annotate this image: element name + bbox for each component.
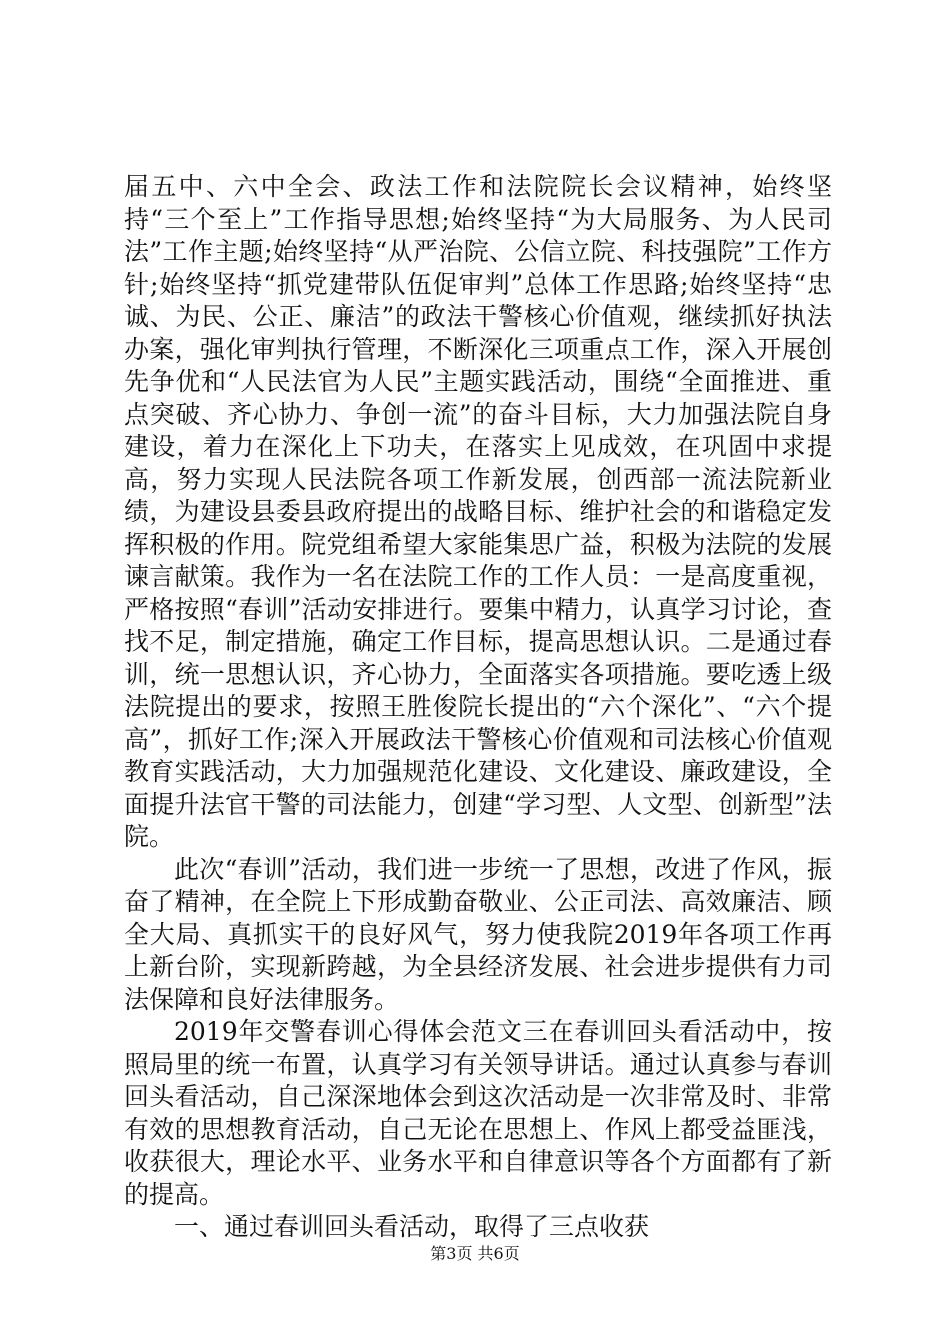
page-number-footer: 第3页 共6页 — [430, 1244, 520, 1263]
paragraph-1: 届五中、六中全会、政法工作和法院院长会议精神，始终坚持“三个至上”工作指导思想;始终坚持“为大局服务、为人民司法”工作主题;始终坚持“从严治院、公信立院、科技强院”工作方针;始终坚持“抓党建带队伍促审判”总体工作思路;始终坚持“忠诚、为民、公正、廉洁”的政法干警核心价值观，继续抓好执法办案，强化审判执行管理，不断深化三项重点工作，深入开展创先争优和“人民法官为人民”主题实践活动，围绕“全面推进、重点突破、齐心协力、争创一流”的奋斗目标，大力加强法院自身建设，着力在深化上下功夫，在落实上见成效，在巩固中求提高，努力实现人民法院各项工作新发展，创西部一流法院新业绩，为建设县委县政府提出的战略目标、维护社会的和谐稳定发挥积极的作用。院党组希望大家能集思广益，积极为法院的发展谏言献策。我作为一名在法院工作的工作人员：一是高度重视，严格按照“春训”活动安排进行。要集中精力，认真学习讨论，查找不足，制定措施，确定工作目标，提高思想认识。二是通过春训，统一思想认识，齐心协力，全面落实各项措施。要吃透上级法院提出的要求，按照王胜俊院长提出的“六个深化”、“六个提高”，抓好工作;深入开展政法干警核心价值观和司法核心价值观教育实践活动，大力加强规范化建设、文化建设、廉政建设，全面提升法官干警的司法能力，创建“学习型、人文型、创新型”法院。 — [124, 172, 832, 851]
paragraph-3: 2019年交警春训心得体会范文三在春训回头看活动中，按照局里的统一布置，认真学习有关领导讲话。通过认真参与春训回头看活动，自己深深地体会到这次活动是一次非常及时、非常有效的思想教育活动，自己无论在思想上、作风上都受益匪浅，收获很大，理论水平、业务水平和自律意识等各个方面都有了新的提高。 — [124, 1017, 832, 1209]
paragraph-4: 一、通过春训回头看活动，取得了三点收获 — [174, 1212, 650, 1241]
paragraph-2: 此次“春训”活动，我们进一步统一了思想，改进了作风，振奋了精神，在全院上下形成勤奋敬业、公正司法、高效廉洁、顾全大局、真抓实干的良好风气，努力使我院2019年各项工作再上新台阶，实现新跨越，为全县经济发展、社会进步提供有力司法保障和良好法律服务。 — [124, 854, 832, 1014]
document-body — [124, 171, 832, 1244]
